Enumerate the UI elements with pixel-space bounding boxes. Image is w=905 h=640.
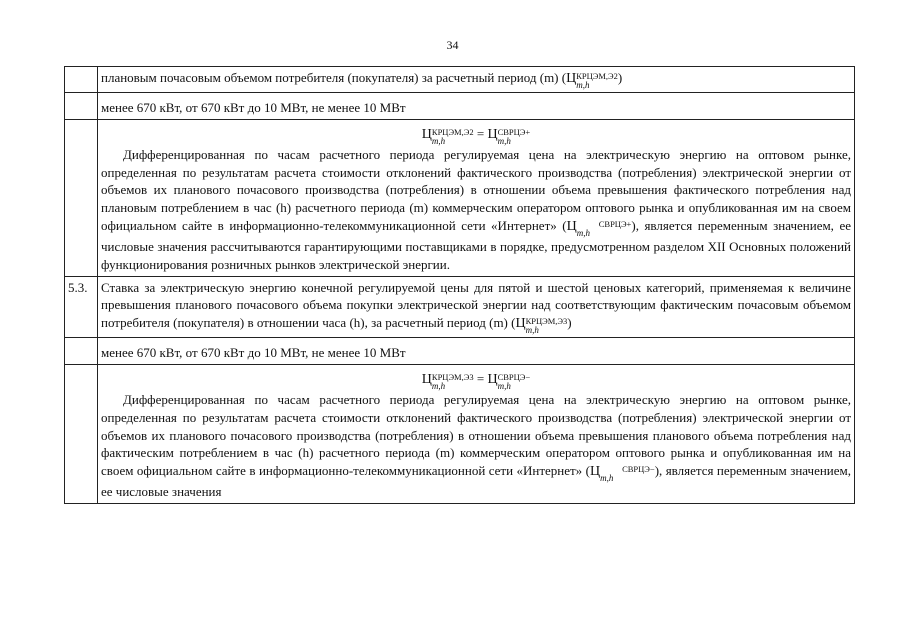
row-number-cell: [65, 93, 98, 120]
row-text: плановым почасовым объемом потребителя (покупателя) за расчетный период (m) (: [101, 70, 567, 85]
formula-description-cell: [98, 119, 855, 276]
superscript: СВРЦЭ+: [497, 126, 531, 137]
formula-lhs-indices: [432, 128, 474, 146]
superscript: СВРЦЭ−: [622, 464, 655, 475]
symbol-indices: [576, 72, 618, 90]
row-number-cell: [65, 364, 98, 503]
subscript: m,h: [497, 135, 511, 146]
formula-rhs-indices: [498, 128, 531, 146]
symbol-indices: [600, 465, 655, 483]
superscript: КРЦЭМ,Э2: [576, 71, 618, 81]
row-text: Ставка за электрическую энергию конечной регулируемой цены для пятой и шестой ценовых категорий, применяемая к величине превышения планового почасового объема покупки электрической энергии над соответствующим фактическим почасовым объемом потребителя (покупателя) в отношении часа (h), за расчетный период (m) (: [101, 279, 851, 331]
subscript: m,h: [497, 380, 511, 391]
price-symbol: Ц: [566, 218, 577, 234]
row-number-cell: [65, 338, 98, 365]
paragraph-text: ), является переменным значением, ее числовые значения: [101, 463, 851, 500]
table-row: [65, 119, 855, 276]
formula-lhs-indices: [432, 373, 474, 391]
subscript: m,h: [431, 135, 446, 146]
page-number: 34: [446, 38, 459, 52]
formula-rhs-symbol: Ц: [487, 126, 498, 142]
superscript: СВРЦЭ−: [497, 371, 531, 382]
table-row: [65, 364, 855, 503]
symbol-indices: [526, 317, 568, 335]
equals-sign: =: [476, 125, 485, 141]
table-row: [65, 67, 855, 93]
closing-paren: ): [567, 315, 572, 331]
paragraph-text: ), является переменным значением, ее числовые значения рассчитываются гарантирующими поставщиками в порядке, предусмотренном разделом XII Основных положений функционирования розничных рынков электрической энергии.: [101, 217, 851, 272]
formula-rhs-symbol: Ц: [487, 371, 498, 387]
table-row: [65, 276, 855, 338]
superscript: КРЦЭМ,Э2: [431, 126, 474, 137]
price-formula: [101, 369, 851, 391]
closing-paren: ): [617, 70, 623, 85]
formula-lhs-symbol: Ц: [421, 126, 432, 142]
symbol-indices: [577, 220, 632, 238]
subscript: m,h: [600, 473, 614, 484]
price-symbol: Ц: [589, 464, 601, 480]
subscript: m,h: [576, 80, 590, 90]
description-cell: [98, 67, 855, 93]
subscript: m,h: [525, 325, 539, 336]
superscript: КРЦЭМ,Э3: [431, 371, 474, 382]
formula-lhs-symbol: Ц: [421, 371, 432, 387]
row-number-cell: [65, 119, 98, 276]
superscript: СВРЦЭ+: [598, 218, 632, 229]
price-symbol: Ц: [566, 71, 577, 86]
price-formula: [101, 124, 851, 146]
price-symbol: Ц: [515, 316, 526, 332]
equals-sign: =: [476, 370, 485, 386]
formula-description-cell: [98, 364, 855, 503]
capacity-range-cell: менее 670 кВт, от 670 кВт до 10 МВт, не менее 10 МВт: [98, 338, 855, 365]
paragraph-text: Дифференцированная по часам расчетного периода регулируемая цена на электрическую энергию на оптовом рынке, определенная по результатам расчета стоимости отклонений фактического производства (потребления) электрической энергии от объемов их планового почасового производства (потребления) в отношении объема превышения фактического потребления над плановым потреблением в час (h) расчетного периода (m) коммерческим оператором оптового рынка и опубликованная им на своем официальном сайте в информационно-телекоммуникационной сети «Интернет» (: [101, 146, 851, 233]
row-number-cell: 5.3.: [65, 276, 98, 338]
description-paragraph: [101, 146, 851, 274]
description-paragraph: [101, 391, 851, 501]
capacity-range-cell: менее 670 кВт, от 670 кВт до 10 МВт, не менее 10 МВт: [98, 93, 855, 120]
formula-rhs-indices: [498, 373, 531, 391]
tariff-table: [64, 66, 855, 504]
paragraph-text: Дифференцированная по часам расчетного периода регулируемая цена на электрическую энергию на оптовом рынке, определенная по результатам расчета стоимости отклонений фактического производства (потребления) электрической энергии от объемов их планового почасового производства (потребления) в отношении объема превышения планового объема потребления над фактическим потреблением в час (h) расчетного периода (m) коммерческим оператором оптового рынка и опубликованная им на своем официальном сайте в информационно-телекоммуникационной сети «Интернет» (: [101, 391, 851, 479]
table-row: [65, 93, 855, 120]
table-row: [65, 338, 855, 365]
superscript: КРЦЭМ,Э3: [525, 316, 568, 327]
description-cell: [98, 276, 855, 338]
subscript: m,h: [431, 380, 446, 391]
subscript: m,h: [576, 227, 590, 238]
row-number-cell: [65, 67, 98, 93]
